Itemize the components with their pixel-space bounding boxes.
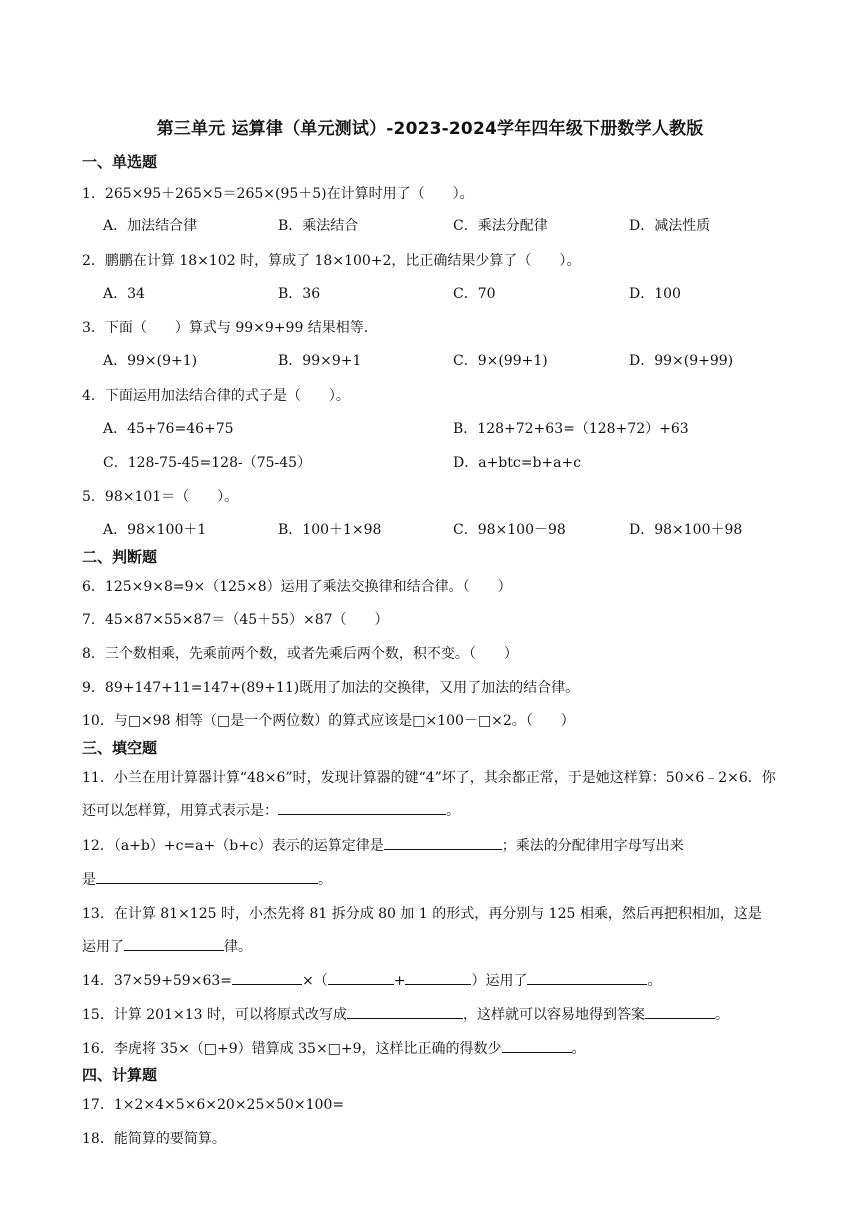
question-3-stem: 3．下面（ ）算式与 99×9+99 结果相等. xyxy=(82,320,369,336)
question-1-stem: 1．265×95＋265×5＝265×(95＋5)在计算时用了（ ）。 xyxy=(82,186,474,202)
question-12-prompt-2: ；乘法的分配律用字母写出来 xyxy=(501,838,684,854)
question-14-times: ×（ xyxy=(302,973,328,989)
question-13-line-2 xyxy=(82,936,252,956)
question-2-option-d: D．100 xyxy=(629,286,681,302)
question-1-option-b: B．乘法结合 xyxy=(278,218,359,234)
section-heading-calculation: 四、计算题 xyxy=(82,1066,158,1084)
question-12-blank-1[interactable] xyxy=(384,835,502,850)
question-3-option-b: B．99×9+1 xyxy=(278,353,362,369)
question-4-option-a: A．45+76=46+75 xyxy=(103,421,234,437)
question-13-line-1: 13．在计算 81×125 时，小杰先将 81 拆分成 80 加 1 的形式，再分别与 125 相乘，然后再把积相加，这是 xyxy=(82,906,762,922)
question-4-stem: 4．下面运用加法结合律的式子是（ ）。 xyxy=(82,388,350,404)
question-12-line-1 xyxy=(82,835,684,855)
question-8: 8．三个数相乘，先乘前两个数，或者先乘后两个数，积不变。（ ） xyxy=(82,646,518,662)
question-9: 9．89+147+11=147+(89+11)既用了加法的交换律，又用了加法的结合律。 xyxy=(82,680,580,696)
question-13-prompt: 运用了 xyxy=(82,939,124,955)
question-14-plus: + xyxy=(393,973,406,989)
question-15-prompt: 15．计算 201×13 时，可以将原式改写成 xyxy=(82,1007,347,1023)
question-13-end: 律。 xyxy=(224,939,252,955)
question-14-end: 。 xyxy=(647,973,662,989)
question-5-option-a: A．98×100＋1 xyxy=(103,522,207,538)
question-5-stem: 5．98×101＝（ ）。 xyxy=(82,489,239,505)
section-heading-true-false: 二、判断题 xyxy=(82,548,158,566)
question-3-option-c: C．9×(99+1) xyxy=(453,353,548,369)
question-12-prompt-3: 是 xyxy=(82,872,96,888)
question-18: 18．能简算的要简算。 xyxy=(82,1131,226,1147)
section-heading-fill-in: 三、填空题 xyxy=(82,739,158,757)
question-3-option-a: A．99×(9+1) xyxy=(103,353,198,369)
question-10: 10．与□×98 相等（□是一个两位数）的算式应该是□×100－□×2。（ ） xyxy=(82,713,575,729)
question-1-option-d: D．减法性质 xyxy=(629,218,711,234)
question-11-answer-blank[interactable] xyxy=(278,800,446,815)
question-12-blank-2[interactable] xyxy=(96,869,318,884)
question-15-blank-2[interactable] xyxy=(645,1004,715,1019)
question-14 xyxy=(82,970,661,990)
question-1-option-c: C．乘法分配律 xyxy=(453,218,548,234)
question-2-option-a: A．34 xyxy=(103,286,145,302)
question-11-prompt: 还可以怎样算，用算式表示是： xyxy=(82,803,278,819)
question-1-option-a: A．加法结合律 xyxy=(103,218,198,234)
question-5-option-b: B．100＋1×98 xyxy=(278,522,382,538)
question-16-end: 。 xyxy=(571,1041,586,1057)
question-14-blank-3[interactable] xyxy=(405,970,471,985)
question-14-used: ）运用了 xyxy=(471,973,528,989)
question-17: 17．1×2×4×5×6×20×25×50×100= xyxy=(82,1097,345,1113)
question-2-option-c: C．70 xyxy=(453,286,496,302)
question-4-option-b: B．128+72+63=（128+72）+63 xyxy=(453,421,689,437)
question-11-end: 。 xyxy=(446,803,460,819)
question-13-blank[interactable] xyxy=(124,936,224,951)
question-16 xyxy=(82,1038,586,1058)
question-12-prompt: 12．（a+b）+c=a+（b+c）表示的运算定律是 xyxy=(82,838,384,854)
question-14-blank-2[interactable] xyxy=(328,970,394,985)
question-5-option-c: C．98×100－98 xyxy=(453,522,566,538)
question-14-prompt: 14．37×59+59×63= xyxy=(82,973,232,989)
question-11-line-1: 11．小兰在用计算器计算“48×6”时，发现计算器的键“4”坏了，其余都正常，于是她这样算：50×6﹣2×6．你 xyxy=(82,770,776,786)
section-heading-single-choice: 一、单选题 xyxy=(82,153,158,171)
question-14-blank-4[interactable] xyxy=(527,970,647,985)
question-2-stem: 2．鹏鹏在计算 18×102 时，算成了 18×100+2，比正确结果少算了（ ）。 xyxy=(82,253,581,269)
question-15-blank-1[interactable] xyxy=(347,1004,463,1019)
question-14-blank-1[interactable] xyxy=(232,970,302,985)
question-6: 6．125×9×8=9×（125×8）运用了乘法交换律和结合律。（ ） xyxy=(82,579,512,595)
question-5-option-d: D．98×100＋98 xyxy=(629,522,743,538)
question-4-option-d: D．a+btc=b+a+c xyxy=(453,455,582,471)
page-title: 第三单元 运算律（单元测试）-2023-2024学年四年级下册数学人教版 xyxy=(156,119,704,139)
question-3-option-d: D．99×(9+99) xyxy=(629,353,734,369)
question-12-line-2 xyxy=(82,869,332,889)
question-12-end: 。 xyxy=(318,872,332,888)
question-15 xyxy=(82,1004,729,1024)
question-7: 7．45×87×55×87＝（45＋55）×87（ ） xyxy=(82,612,389,628)
question-16-blank[interactable] xyxy=(502,1038,572,1053)
question-11-line-2 xyxy=(82,800,460,820)
question-16-prompt: 16．李虎将 35×（□+9）错算成 35×□+9，这样比正确的得数少 xyxy=(82,1041,502,1057)
question-15-end: 。 xyxy=(714,1007,729,1023)
question-15-prompt-2: ，这样就可以容易地得到答案 xyxy=(462,1007,645,1023)
question-2-option-b: B．36 xyxy=(278,286,321,302)
question-4-option-c: C．128-75-45=128-（75-45） xyxy=(103,455,312,471)
